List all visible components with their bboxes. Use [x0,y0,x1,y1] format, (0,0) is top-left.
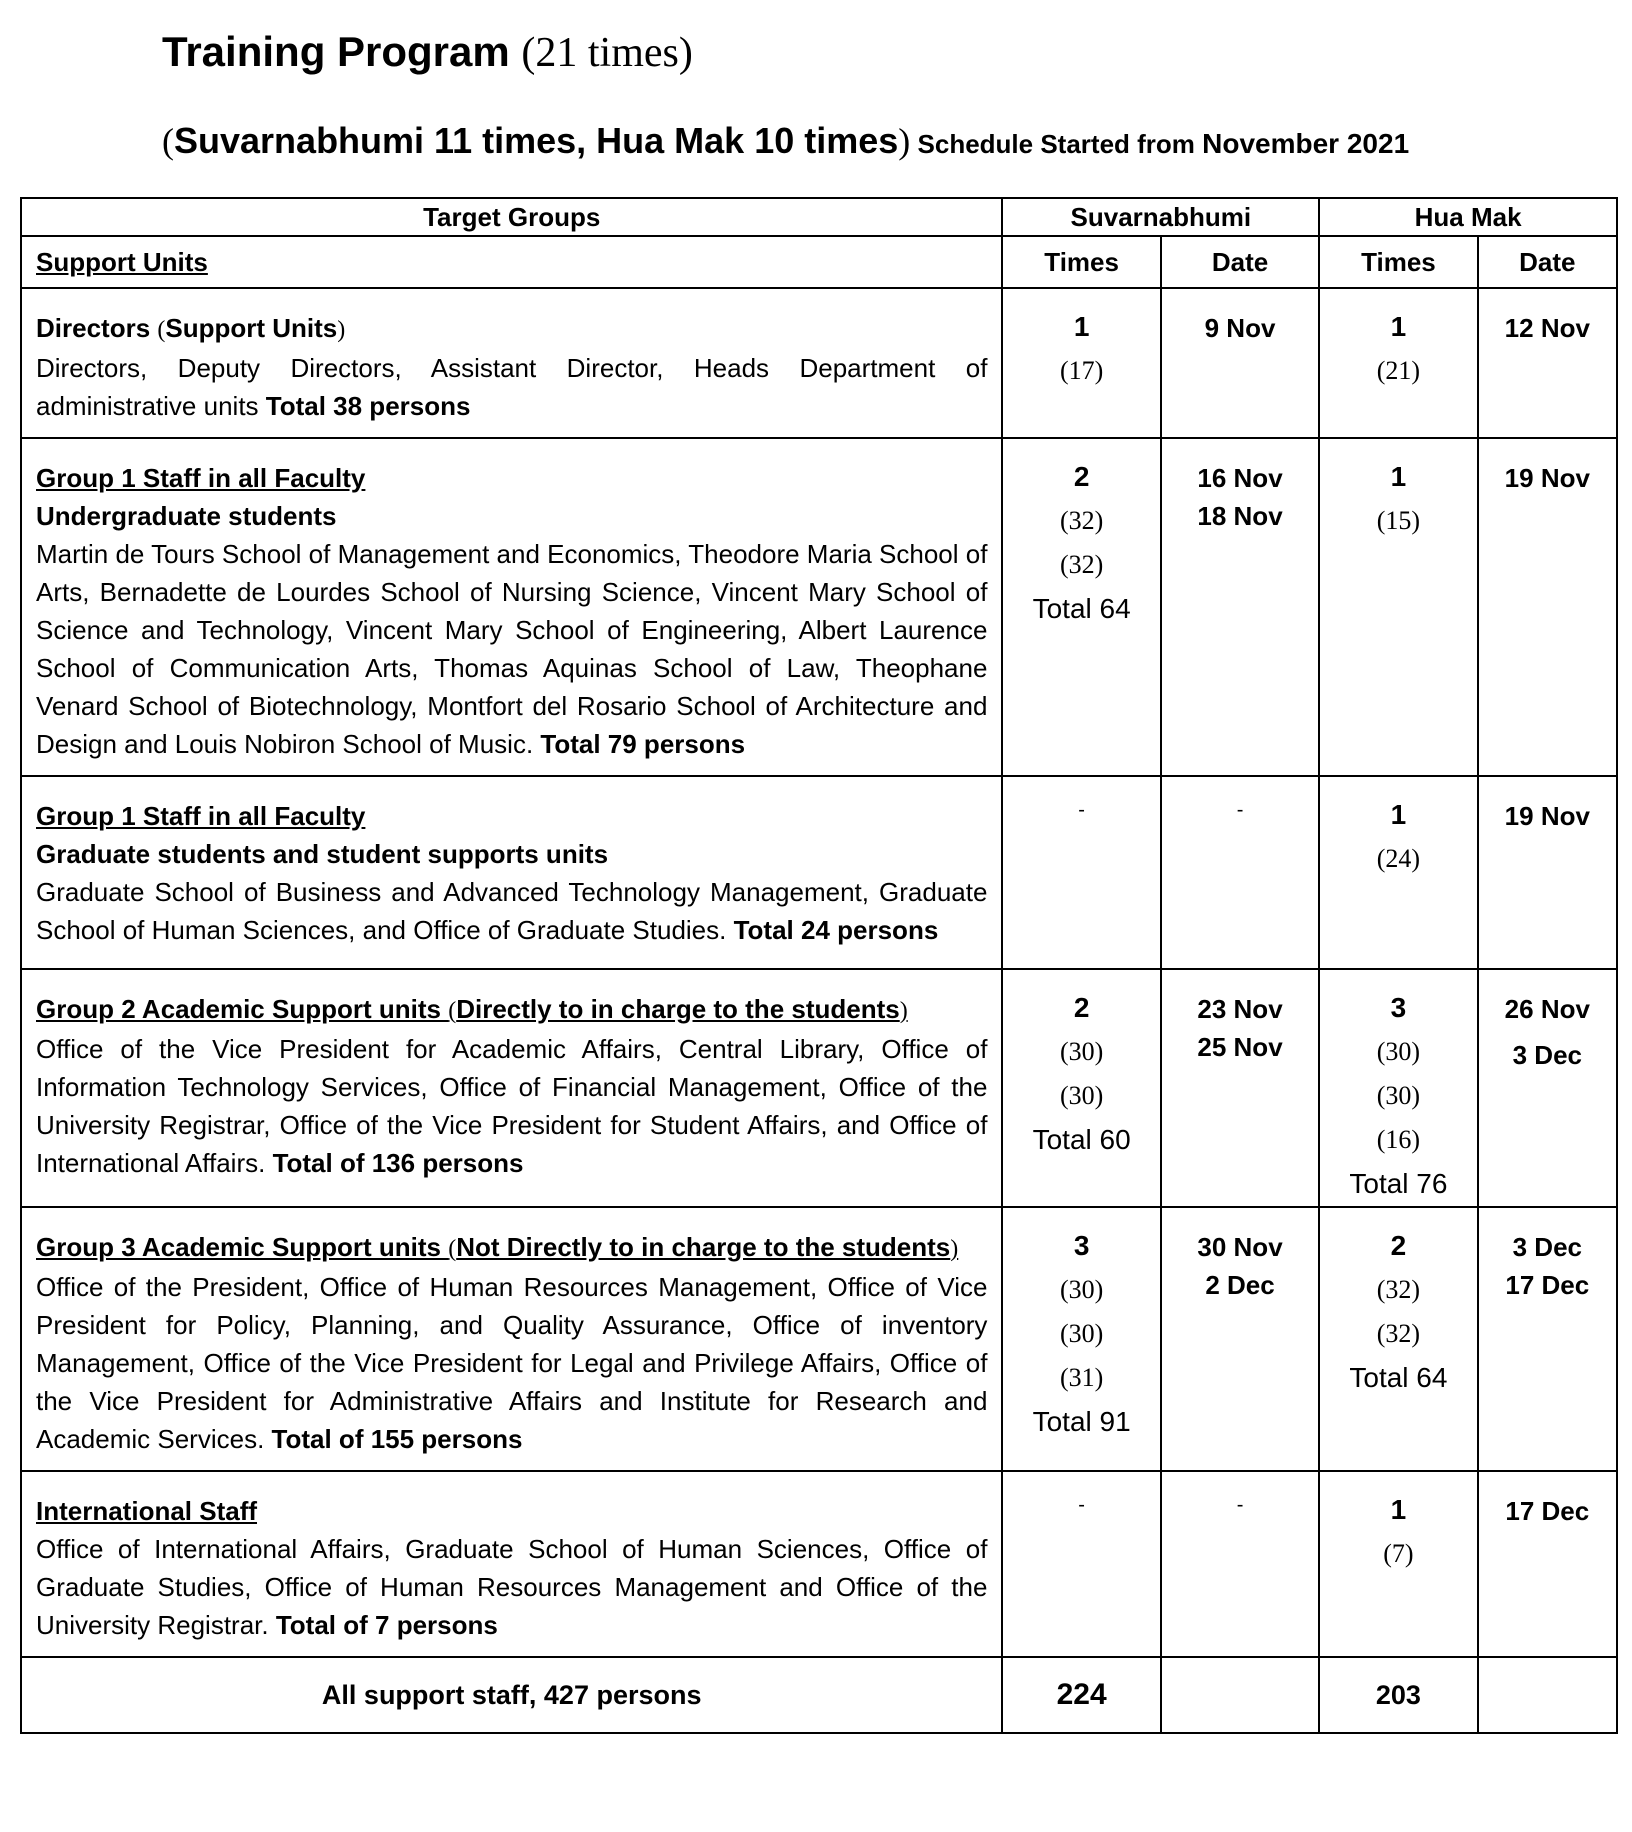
session-count: 1 [1073,311,1090,342]
hua-mak-times-cell [1319,776,1477,969]
paren-open: ( [448,1236,457,1262]
participant-count: (15) [1376,506,1421,535]
participant-count: (32) [1376,1275,1421,1304]
hua-mak-date-cell [1478,776,1617,969]
participant-count: (30) [1376,1037,1421,1066]
header-support-units: Support Units [36,246,208,277]
session-count: 2 [1073,992,1090,1023]
group-title [36,459,987,497]
description-text: Directors, Deputy Directors, Assistant Director, Heads Department of administrative units [36,353,988,421]
hua-mak-date-cell [1478,1471,1617,1657]
header-hua-mak: Hua Mak [1319,198,1617,236]
group-total: Total of 7 persons [275,1610,498,1640]
table-row [21,288,1617,438]
header-target-groups: Target Groups [21,198,1002,236]
target-group-cell [21,288,1002,438]
hua-mak-times-cell [1319,438,1477,776]
participant-total: Total 64 [1032,593,1131,624]
suvarnabhumi-times-cell: - [1002,776,1160,969]
participant-count: (30) [1059,1081,1104,1110]
participant-count: (32) [1059,506,1104,535]
participant-count: (30) [1059,1275,1104,1304]
participant-count: (21) [1376,356,1421,385]
table-row [21,438,1617,776]
table-row [21,1471,1617,1657]
group-description [36,349,987,425]
total-row [21,1657,1617,1733]
suvarnabhumi-date-cell: - [1161,776,1319,969]
session-date: 9 Nov [1204,313,1276,343]
training-schedule-table [20,197,1618,1734]
hua-mak-total: 203 [1319,1657,1477,1733]
group-total: Total 38 persons [265,391,471,421]
group-title-paren-text: Directly to in charge to the students [456,994,900,1024]
group-title-paren-text: Support Units [165,313,338,343]
suvarnabhumi-date-cell [1161,969,1319,1207]
session-date: 12 Nov [1504,313,1590,343]
group-total: Total of 136 persons [272,1148,524,1178]
paren-close: ) [899,998,908,1024]
participant-count: (7) [1383,1539,1414,1568]
session-date: 26 Nov [1504,994,1590,1024]
group-title-text: Group 2 Academic Support units [36,994,449,1024]
session-count: 3 [1390,992,1407,1023]
paren-close: ) [950,1236,959,1262]
session-count: 2 [1390,1230,1407,1261]
session-date: 3 Dec [1512,1232,1582,1262]
group-description [36,1268,987,1458]
table-row [21,1207,1617,1471]
target-group-cell [21,1471,1002,1657]
header-times: Times [1319,236,1477,288]
paren-open: ( [448,998,457,1024]
suvarnabhumi-times-cell [1002,969,1160,1207]
session-count: 1 [1390,1494,1407,1525]
description-text: Graduate School of Business and Advanced Technology Management, Graduate School of Human Sciences, and Office of Graduate Studies. [36,877,988,945]
group-subtitle: Graduate students and student supports units [36,839,609,869]
group-description [36,1030,987,1182]
session-date: 16 Nov [1197,463,1283,493]
session-date: 30 Nov [1197,1232,1283,1262]
suvarnabhumi-date-cell [1161,438,1319,776]
hua-mak-date-cell [1478,438,1617,776]
group-title-text: Group 1 Staff in all Faculty [36,463,366,493]
suvarnabhumi-times-cell [1002,1207,1160,1471]
group-total: Total 24 persons [733,915,939,945]
group-total: Total of 155 persons [271,1424,523,1454]
participant-count: (31) [1059,1363,1104,1392]
session-count: 1 [1390,311,1407,342]
participant-count: (32) [1376,1319,1421,1348]
participant-count: (16) [1376,1125,1421,1154]
group-title [36,1492,987,1530]
group-title [36,1228,987,1268]
suvarnabhumi-times-cell [1002,438,1160,776]
hua-mak-times-cell [1319,1207,1477,1471]
session-count: 1 [1390,461,1407,492]
session-date: 19 Nov [1504,463,1590,493]
group-description [36,535,987,763]
description-text: Office of International Affairs, Graduate School of Human Sciences, Office of Graduate Studies, Office of Human Resources Management and Office of the University Registrar. [36,1534,988,1640]
suvarnabhumi-date-cell [1161,1207,1319,1471]
header-times: Times [1002,236,1160,288]
table-row [21,969,1617,1207]
description-text: Martin de Tours School of Management and Economics, Theodore Maria School of Arts, Bernadette de Lourdes School of Nursing Science, Vincent Mary School of Science and Technology, Vincent Mary School of Engineering, Albert Laurence School of Communication Arts, Thomas Aquinas School of Law, Theophane Venard School of Biotechnology, Montfort del Rosario School of Architecture and Design and Louis Nobiron School of Music. [36,539,988,759]
hua-mak-times-cell [1319,1471,1477,1657]
participant-total: Total 76 [1349,1168,1448,1199]
group-title-text: International Staff [36,1496,258,1526]
paren-open: ( [157,317,166,343]
participant-count: (24) [1376,844,1421,873]
suvarnabhumi-times-cell [1002,288,1160,438]
participant-count: (30) [1059,1037,1104,1066]
target-group-cell [21,1207,1002,1471]
suvarnabhumi-date-cell: - [1161,1471,1319,1657]
session-date: 2 Dec [1205,1270,1275,1300]
group-description [36,1530,987,1644]
target-group-cell [21,776,1002,969]
total-label: All support staff, 427 persons [21,1657,1002,1733]
session-date: 17 Dec [1505,1270,1590,1300]
page-subtitle: (Suvarnabhumi 11 times, Hua Mak 10 times) Schedule Started from November 2021 [162,120,1410,161]
participant-total: Total 91 [1032,1406,1131,1437]
suvarnabhumi-times-cell: - [1002,1471,1160,1657]
description-text: Office of the Vice President for Academic Affairs, Central Library, Office of Information Technology Services, Office of Financial Management, Office of the University Registrar, Office of the Vice President for Student Affairs, and Office of International Affairs. [36,1034,988,1178]
participant-total: Total 64 [1349,1362,1448,1393]
session-count: 3 [1073,1230,1090,1261]
participant-count: (17) [1059,356,1104,385]
session-date: 25 Nov [1197,1032,1283,1062]
group-title-text: Group 3 Academic Support units [36,1232,449,1262]
header-date: Date [1161,236,1319,288]
header-date: Date [1478,236,1617,288]
group-title [36,797,987,835]
group-subtitle: Undergraduate students [36,501,337,531]
hua-mak-times-cell [1319,969,1477,1207]
group-title-text: Group 1 Staff in all Faculty [36,801,366,831]
suvarnabhumi-date-cell [1161,288,1319,438]
group-title-text: Directors [36,313,158,343]
page-title: Training Program (21 times) [162,28,693,76]
group-description [36,873,987,949]
header-suvarnabhumi: Suvarnabhumi [1002,198,1319,236]
hua-mak-date-cell [1478,288,1617,438]
session-count: 2 [1073,461,1090,492]
participant-count: (32) [1059,550,1104,579]
group-title [36,990,987,1030]
target-group-cell [21,969,1002,1207]
description-text: Office of the President, Office of Human Resources Management, Office of Vice President for Policy, Planning, and Quality Assurance, Office of inventory Management, Office of the Vice President for Legal and Privilege Affairs, Office of the Vice President for Administrative Affairs and Institute for Research and Academic Services. [36,1272,988,1454]
session-date: 19 Nov [1504,801,1590,831]
session-date: 18 Nov [1197,501,1283,531]
session-date: 23 Nov [1197,994,1283,1024]
session-date: 17 Dec [1505,1496,1590,1526]
group-total: Total 79 persons [540,729,746,759]
hua-mak-date-cell [1478,969,1617,1207]
session-count: 1 [1390,799,1407,830]
hua-mak-date-cell [1478,1207,1617,1471]
participant-count: (30) [1376,1081,1421,1110]
group-title [36,309,987,349]
hua-mak-times-cell [1319,288,1477,438]
group-title-paren-text: Not Directly to in charge to the students [456,1232,951,1262]
participant-total: Total 60 [1032,1124,1131,1155]
paren-close: ) [337,317,346,343]
suvarnabhumi-total: 224 [1002,1657,1160,1733]
target-group-cell [21,438,1002,776]
session-date: 3 Dec [1512,1040,1582,1070]
participant-count: (30) [1059,1319,1104,1348]
table-row [21,776,1617,969]
